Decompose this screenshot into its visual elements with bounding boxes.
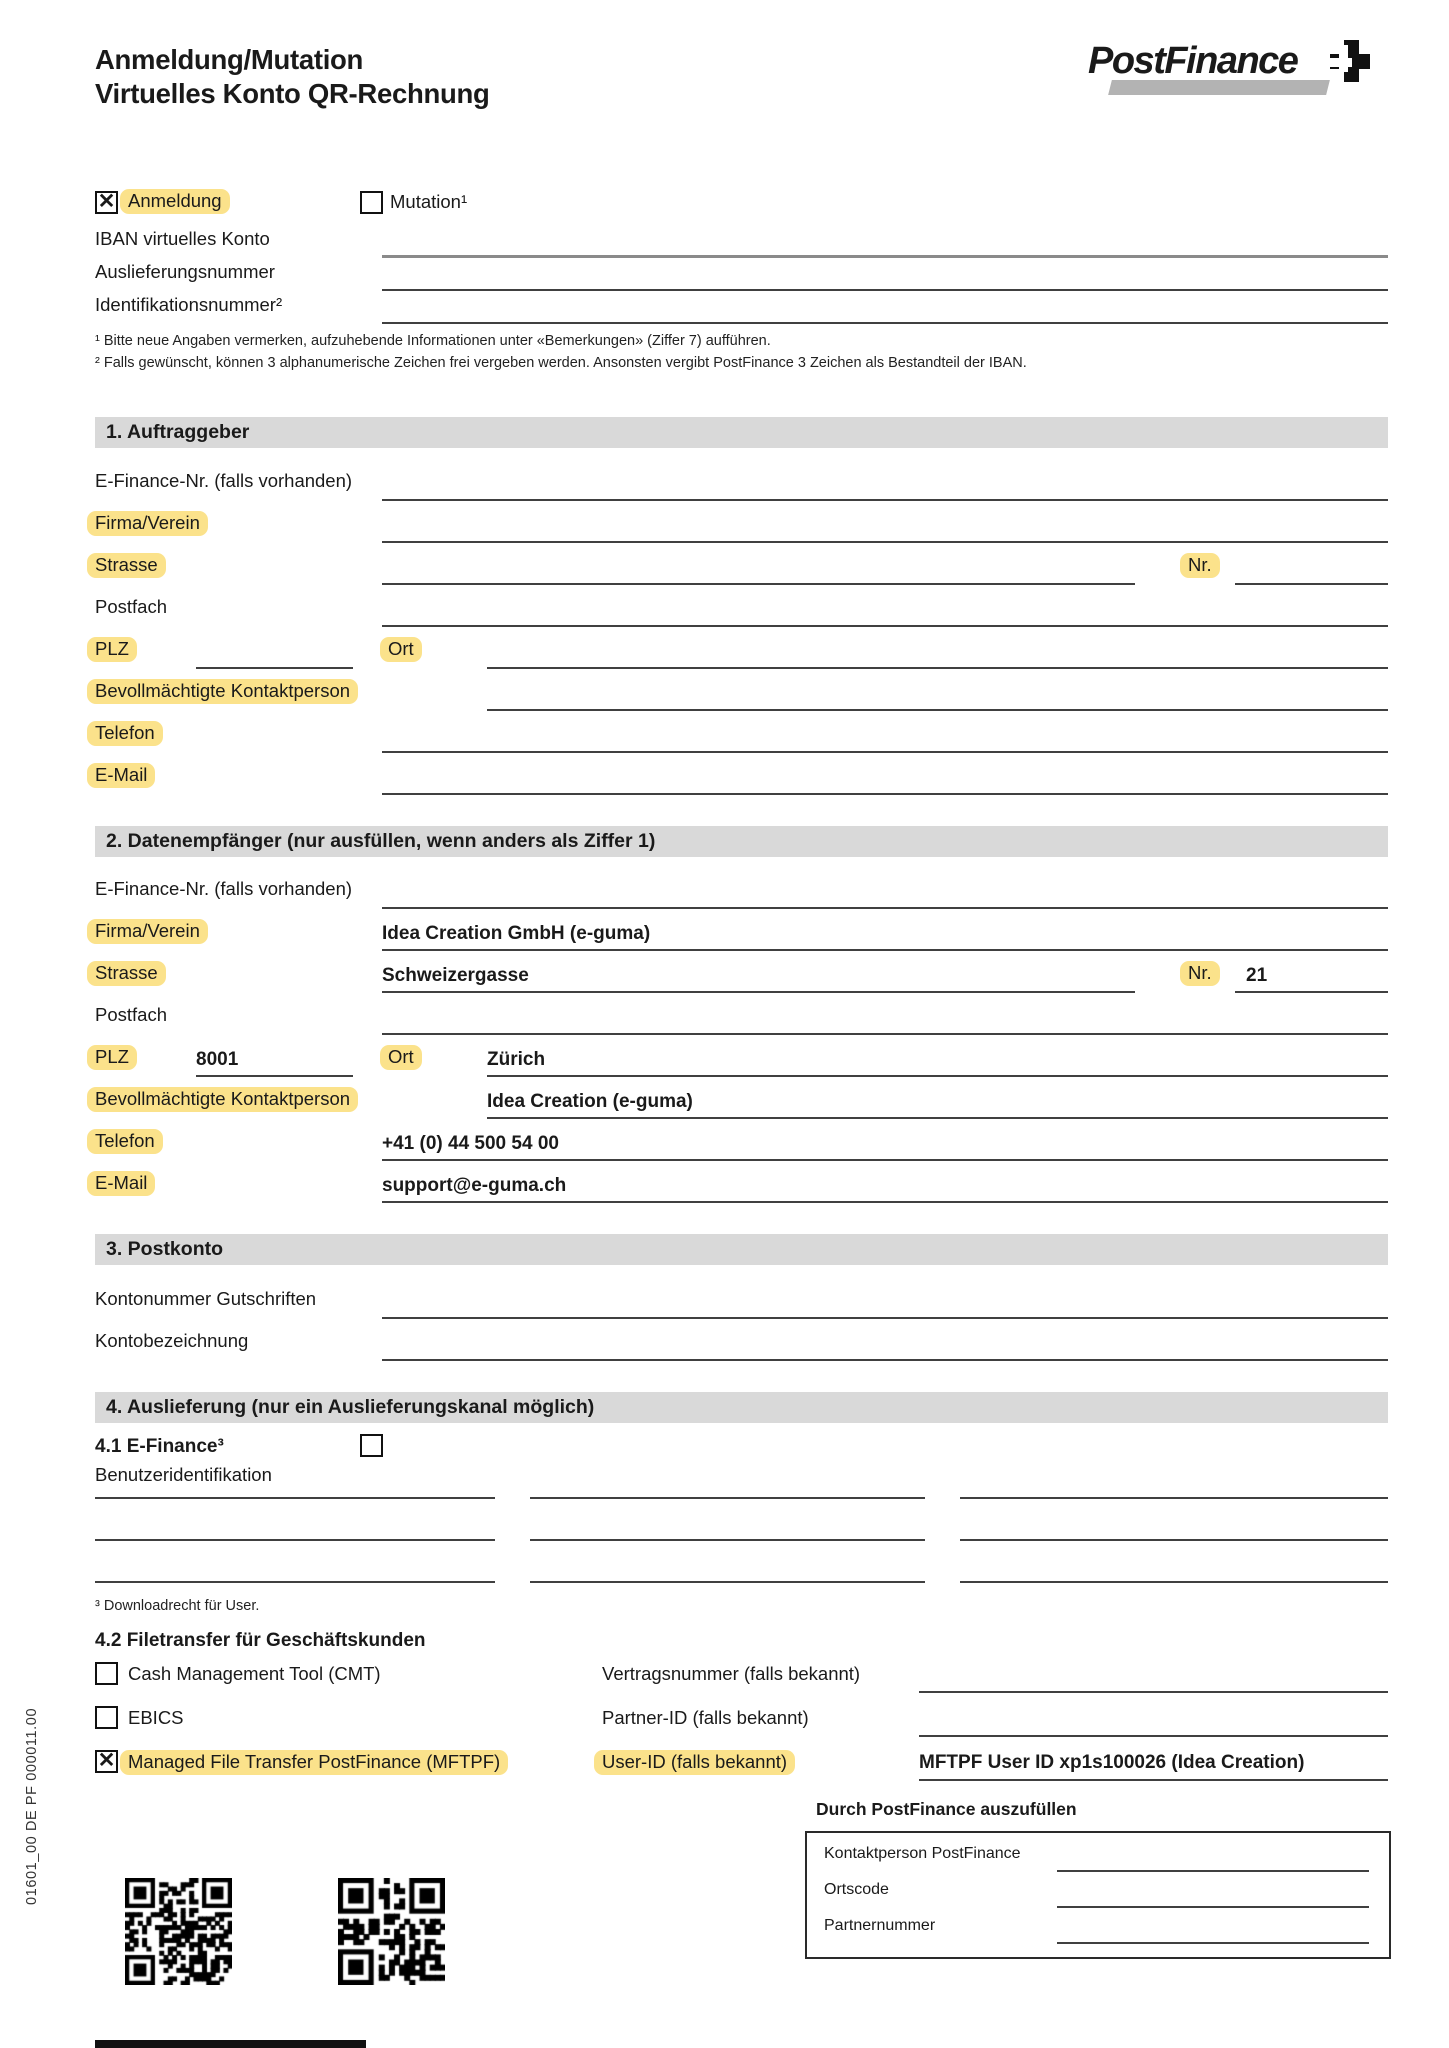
- s2-ort-value[interactable]: Zürich: [487, 1049, 546, 1070]
- pf-kontaktperson-field[interactable]: [1057, 1870, 1369, 1872]
- vertragsnummer-field[interactable]: [919, 1691, 1388, 1693]
- s2-nr-value[interactable]: 21: [1246, 965, 1268, 986]
- section4-header: 4. Auslieferung (nur ein Auslieferungskanal möglich): [95, 1392, 1388, 1423]
- s2-email-label: E-Mail: [95, 1172, 155, 1194]
- s2-kontaktperson-field[interactable]: [487, 1117, 1388, 1119]
- cmt-checkbox[interactable]: [95, 1662, 118, 1685]
- s4-efinance-checkbox[interactable]: [360, 1434, 383, 1457]
- s2-nr-label: Nr.: [1188, 962, 1220, 984]
- s1-ort-field[interactable]: [487, 667, 1388, 669]
- s2-postfach-field[interactable]: [382, 1033, 1388, 1035]
- mftpf-checkbox[interactable]: ✕: [95, 1750, 118, 1773]
- s2-postfach-label: Postfach: [95, 1004, 167, 1025]
- s2-plz-label: PLZ: [95, 1046, 137, 1068]
- s3-kontonummer-label: Kontonummer Gutschriften: [95, 1288, 317, 1309]
- pf-ortscode-label: Ortscode: [824, 1881, 889, 1898]
- auslieferungsnummer-field[interactable]: [382, 289, 1388, 291]
- s3-kontobezeichnung-label: Kontobezeichnung: [95, 1330, 249, 1351]
- s1-postfach-field[interactable]: [382, 625, 1388, 627]
- partner-id-label: Partner-ID (falls bekannt): [602, 1707, 809, 1728]
- pf-box-title: Durch PostFinance auszufüllen: [816, 1799, 1077, 1819]
- partner-id-field[interactable]: [919, 1735, 1388, 1737]
- s2-strasse-field[interactable]: [382, 991, 1135, 993]
- s4-filetransfer-title: 4.2 Filetransfer für Geschäftskunden: [95, 1630, 426, 1651]
- s2-firma-label: Firma/Verein: [95, 920, 208, 942]
- page-title-line2: Virtuelles Konto QR-Rechnung: [95, 78, 490, 109]
- s4-user-field-3c[interactable]: [960, 1581, 1388, 1583]
- s1-plz-field[interactable]: [196, 667, 353, 669]
- s3-kontobezeichnung-field[interactable]: [382, 1359, 1388, 1361]
- auslieferungsnummer-label: Auslieferungsnummer: [95, 261, 275, 282]
- mutation-checkbox[interactable]: [360, 191, 383, 214]
- s2-telefon-label: Telefon: [95, 1130, 163, 1152]
- s2-ort-field[interactable]: [487, 1075, 1388, 1077]
- s2-strasse-label: Strasse: [95, 962, 166, 984]
- identifikationsnummer-label: Identifikationsnummer²: [95, 294, 283, 315]
- footnote-1: ¹ Bitte neue Angaben vermerken, aufzuhebende Informationen unter «Bemerkungen» (Ziffer 7) aufführen.: [95, 333, 771, 349]
- qr-code-1: [125, 1878, 232, 1985]
- user-id-field[interactable]: [919, 1779, 1388, 1781]
- s2-efinance-field[interactable]: [382, 907, 1388, 909]
- print-mark-bar: [95, 2040, 366, 2048]
- s2-plz-field[interactable]: [196, 1075, 353, 1077]
- pf-ortscode-field[interactable]: [1057, 1906, 1369, 1908]
- s4-user-field-1a[interactable]: [95, 1497, 495, 1499]
- anmeldung-checkbox[interactable]: ✕: [95, 191, 118, 214]
- s1-efinance-field[interactable]: [382, 499, 1388, 501]
- s1-firma-label: Firma/Verein: [95, 512, 208, 534]
- cmt-label: Cash Management Tool (CMT): [128, 1663, 381, 1684]
- s2-firma-value[interactable]: Idea Creation GmbH (e-guma): [382, 923, 651, 944]
- ebics-label: EBICS: [128, 1707, 184, 1728]
- mutation-label: Mutation¹: [390, 191, 468, 212]
- s2-firma-field[interactable]: [382, 949, 1388, 951]
- section3-header: 3. Postkonto: [95, 1234, 1388, 1265]
- ebics-checkbox[interactable]: [95, 1706, 118, 1729]
- s1-plz-label: PLZ: [95, 638, 137, 660]
- s1-nr-label: Nr.: [1188, 554, 1220, 576]
- s1-email-field[interactable]: [382, 793, 1388, 795]
- s4-user-field-2c[interactable]: [960, 1539, 1388, 1541]
- section2-header: 2. Datenempfänger (nur ausfüllen, wenn anders als Ziffer 1): [95, 826, 1388, 857]
- s1-postfach-label: Postfach: [95, 596, 167, 617]
- form-code-sideways: 01601_00 DE PF 000011.00: [24, 1707, 40, 1905]
- s1-firma-field[interactable]: [382, 541, 1388, 543]
- postfinance-logo: [1088, 40, 1378, 104]
- s2-email-value[interactable]: support@e-guma.ch: [382, 1175, 567, 1196]
- postfinance-cross-icon: [1326, 38, 1370, 86]
- s4-efinance-title: 4.1 E-Finance³: [95, 1436, 224, 1457]
- s2-plz-value[interactable]: 8001: [196, 1049, 239, 1070]
- s2-email-field[interactable]: [382, 1201, 1388, 1203]
- s1-efinance-label: E-Finance-Nr. (falls vorhanden): [95, 470, 353, 491]
- s1-strasse-label: Strasse: [95, 554, 166, 576]
- s1-kontaktperson-label: Bevollmächtigte Kontaktperson: [95, 680, 358, 702]
- s4-user-field-1c[interactable]: [960, 1497, 1388, 1499]
- identifikationsnummer-field[interactable]: [382, 322, 1388, 324]
- s1-ort-label: Ort: [388, 638, 422, 660]
- s4-user-field-2a[interactable]: [95, 1539, 495, 1541]
- s4-user-field-3b[interactable]: [530, 1581, 925, 1583]
- s2-nr-field[interactable]: [1235, 991, 1388, 993]
- s3-kontonummer-field[interactable]: [382, 1317, 1388, 1319]
- s4-user-field-2b[interactable]: [530, 1539, 925, 1541]
- pf-partnernummer-label: Partnernummer: [824, 1917, 936, 1934]
- s1-telefon-label: Telefon: [95, 722, 163, 744]
- qr-code-2: [338, 1878, 445, 1985]
- s4-benutzeridentifikation-label: Benutzeridentifikation: [95, 1464, 272, 1485]
- s1-nr-field[interactable]: [1235, 583, 1388, 585]
- user-id-value[interactable]: MFTPF User ID xp1s100026 (Idea Creation): [919, 1752, 1305, 1773]
- mftpf-label: Managed File Transfer PostFinance (MFTPF): [128, 1751, 508, 1773]
- s2-telefon-field[interactable]: [382, 1159, 1388, 1161]
- s2-ort-label: Ort: [388, 1046, 422, 1068]
- iban-field[interactable]: [382, 255, 1388, 258]
- section1-header: 1. Auftraggeber: [95, 417, 1388, 448]
- pf-partnernummer-field[interactable]: [1057, 1942, 1369, 1944]
- s2-strasse-value[interactable]: Schweizergasse: [382, 965, 529, 986]
- user-id-label: User-ID (falls bekannt): [602, 1751, 795, 1773]
- vertragsnummer-label: Vertragsnummer (falls bekannt): [602, 1663, 861, 1684]
- s2-kontaktperson-value[interactable]: Idea Creation (e-guma): [487, 1091, 693, 1112]
- s2-kontaktperson-label: Bevollmächtigte Kontaktperson: [95, 1088, 358, 1110]
- logo-wordmark: PostFinance: [1088, 40, 1298, 82]
- pf-kontaktperson-label: Kontaktperson PostFinance: [824, 1845, 1021, 1862]
- s4-user-field-1b[interactable]: [530, 1497, 925, 1499]
- footnote-3: ³ Downloadrecht für User.: [95, 1598, 260, 1614]
- s1-telefon-field[interactable]: [382, 751, 1388, 753]
- footnote-2: ² Falls gewünscht, können 3 alphanumerische Zeichen frei vergeben werden. Ansonsten vergibt PostFinance 3 Zeichen als Bestandteil der IBAN.: [95, 355, 1027, 371]
- pf-box: [805, 1831, 1391, 1959]
- s4-user-field-3a[interactable]: [95, 1581, 495, 1583]
- s1-email-label: E-Mail: [95, 764, 155, 786]
- s1-strasse-field[interactable]: [382, 583, 1135, 585]
- s1-kontaktperson-field[interactable]: [487, 709, 1388, 711]
- anmeldung-label: Anmeldung: [128, 190, 230, 212]
- page-title-line1: Anmeldung/Mutation: [95, 44, 364, 75]
- s2-telefon-value[interactable]: +41 (0) 44 500 54 00: [382, 1133, 559, 1154]
- iban-label: IBAN virtuelles Konto: [95, 228, 270, 249]
- s2-efinance-label: E-Finance-Nr. (falls vorhanden): [95, 878, 353, 899]
